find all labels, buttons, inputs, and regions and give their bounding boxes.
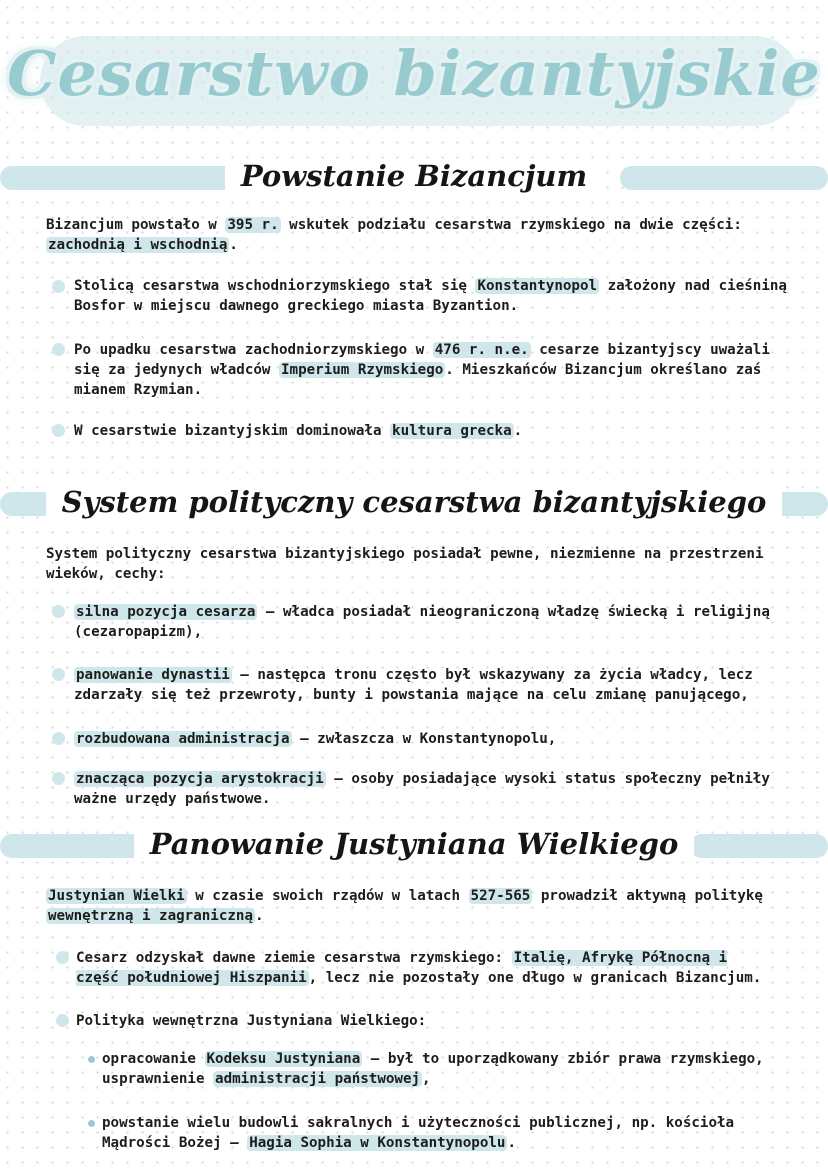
highlight: Imperium Rzymskiego (281, 362, 444, 378)
list-item: Polityka wewnętrzna Justyniana Wielkiego: (76, 1013, 427, 1029)
sub-bullet-dot (88, 1056, 95, 1063)
list-item: silna pozycja cesarza – władca posiadał nieograniczoną władzę świecką i religijną (cezaropapizm), (74, 604, 770, 640)
section-title: Panowanie Justyniana Wielkiego (134, 827, 695, 861)
highlight: 395 r. (227, 217, 279, 233)
list-item: Cesarz odzyskał dawne ziemie cesarstwa rzymskiego: Italię, Afrykę Północną i część południowej Hiszpanii , lecz nie pozostały one długo w granicach Bizancjum. (76, 950, 762, 986)
highlight: kultura grecka (392, 423, 512, 439)
highlight: Kodeksu Justyniana (206, 1051, 361, 1067)
list-item: panowanie dynastii – następca tronu często był wskazywany za życia władcy, lecz zdarzały się też przewroty, bunty i powstania mające na celu zmianę panującego, (74, 667, 753, 703)
section-2-intro: System polityczny cesarstwa bizantyjskiego posiadał pewne, niezmienne na przestrzeni wieków, cechy: (46, 546, 764, 582)
bullet-dot (52, 668, 65, 681)
highlight: Italię, Afrykę Północną i część południowej Hiszpanii (76, 950, 728, 986)
bullet-dot (52, 343, 65, 356)
section-heading-3 (0, 820, 828, 868)
section-1-intro: Bizancjum powstało w 395 r. wskutek podziału cesarstwa rzymskiego na dwie części: zachodnią i wschodnią . (46, 217, 742, 253)
highlight: rozbudowana administracja (76, 731, 290, 747)
sub-list-item: powstanie wielu budowli sakralnych i użyteczności publicznej, np. kościoła Mądrości Bożej – Hagia Sophia w Konstantynopolu . (102, 1115, 735, 1151)
page-title-area (0, 18, 828, 130)
highlight: panowanie dynastii (76, 667, 230, 683)
bullet-dot (52, 605, 65, 618)
section-3-intro: Justynian Wielki w czasie swoich rządów w latach 527-565 prowadził aktywną politykę wewnętrzną i zagraniczną . (48, 888, 763, 924)
bullet-dot (52, 280, 65, 293)
list-item: Stolicą cesarstwa wschodniorzymskiego stał się Konstantynopol założony nad cieśniną Bosfor w miejscu dawnego greckiego miasta Byzantion. (74, 278, 787, 314)
sub-bullet-dot (88, 1120, 95, 1127)
section-title: System polityczny cesarstwa bizantyjskiego (46, 485, 783, 519)
sub-list-item: opracowanie Kodeksu Justyniana – był to uporządkowany zbiór prawa rzymskiego, usprawnienie administracji państwowej , (102, 1051, 764, 1087)
highlight: Konstantynopol (477, 278, 598, 294)
bullet-dot (52, 772, 65, 785)
highlight: zachodnią i wschodnią (48, 237, 228, 253)
highlight: Hagia Sophia w Konstantynopolu (249, 1135, 506, 1151)
list-item: Po upadku cesarstwa zachodniorzymskiego w 476 r. n.e. cesarze bizantyjscy uważali się za jedynych władców Imperium Rzymskiego . Mieszkańców Bizancjum określano zaś mianem Rzymian. (74, 342, 770, 398)
list-item: W cesarstwie bizantyjskim dominowała kultura grecka . (74, 423, 523, 439)
bullet-dot (56, 1014, 69, 1027)
bullet-dot (52, 424, 65, 437)
highlight: wewnętrzną i zagraniczną (48, 908, 253, 924)
highlight: administracji państwowej (215, 1071, 421, 1087)
bullet-dot (52, 732, 65, 745)
highlight: 527-565 (470, 888, 531, 904)
highlight: Justynian Wielki (48, 888, 185, 904)
list-item: rozbudowana administracja – zwłaszcza w Konstantynopolu, (76, 731, 557, 747)
bullet-dot (56, 951, 69, 964)
list-item: znacząca pozycja arystokracji – osoby posiadające wysoki status społeczny pełniły ważne urzędy państwowe. (74, 771, 770, 807)
highlight: silna pozycja cesarza (76, 604, 256, 620)
section-heading-1 (0, 152, 828, 200)
section-title: Powstanie Bizancjum (225, 159, 603, 193)
page-title: Cesarstwo bizantyjskie (7, 37, 821, 110)
highlight: 476 r. n.e. (434, 342, 529, 358)
highlight: znacząca pozycja arystokracji (76, 771, 324, 787)
section-heading-2 (0, 478, 828, 526)
